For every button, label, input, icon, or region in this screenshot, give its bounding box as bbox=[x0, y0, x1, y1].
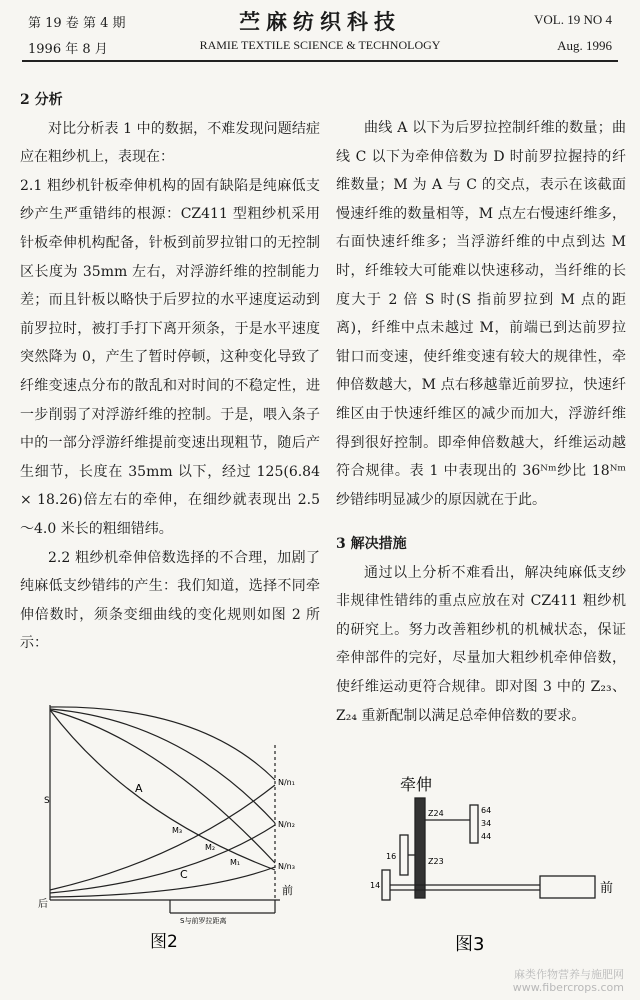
journal-title-cn: 苎麻纺织科技 bbox=[239, 9, 401, 34]
curve-c-label: C bbox=[180, 868, 188, 881]
m2-label: M₂ bbox=[205, 843, 216, 852]
right-column bbox=[336, 114, 626, 514]
gear-64-label: 64 bbox=[481, 806, 492, 815]
gear-14-label: 14 bbox=[370, 881, 381, 890]
date-en: Aug. 1996 bbox=[557, 38, 612, 53]
z24-label: Z24 bbox=[428, 809, 444, 818]
section-3-heading: 3 解决措施 bbox=[336, 536, 407, 552]
gear-16-label: 16 bbox=[386, 852, 397, 861]
volume-en: VOL. 19 NO 4 bbox=[534, 12, 612, 27]
n-top-label: N/n₁ bbox=[278, 778, 295, 787]
figure-2-diagram bbox=[30, 695, 320, 960]
watermark bbox=[513, 968, 624, 994]
watermark-line2: www.fibercrops.com bbox=[512, 981, 624, 994]
m1-label: M₁ bbox=[230, 858, 241, 867]
volume-cn: 第 19 卷 第 4 期 bbox=[28, 16, 126, 31]
date-cn: 1996 年 8 月 bbox=[28, 42, 108, 57]
journal-title-en: RAMIE TEXTILE SCIENCE & TECHNOLOGY bbox=[199, 38, 441, 52]
m3-label: M₃ bbox=[172, 826, 183, 835]
right-column-lower bbox=[336, 530, 626, 730]
gear-44-label: 44 bbox=[481, 832, 492, 841]
journal-header bbox=[0, 0, 640, 66]
back-roller-label: 后 bbox=[38, 899, 48, 910]
paragraph-solution: 通过以上分析不难看出，解决纯麻低支纱非规律性错纬的重点应放在对 CZ411 粗纱机的研究上。努力改善粗纱机的机械状态，保证牵伸部件的完好，尽量加大粗纱机牵伸倍数，使纤维运动更符合规律。即对图 3 中的 Z₂₃、Z₂₄ 重新配制以满足总牵伸倍数的要求。 bbox=[336, 564, 626, 724]
left-column bbox=[20, 86, 320, 658]
front-roller-label: 前 bbox=[282, 884, 293, 897]
figure-2-caption: 图2 bbox=[150, 932, 178, 952]
paragraph-intro: 对比分析表 1 中的数据，不难发现问题结症应在粗纱机上，表现在： bbox=[20, 120, 320, 166]
figure-3-caption: 图3 bbox=[455, 934, 485, 955]
n-mid-label: N/n₂ bbox=[278, 820, 295, 829]
front-label: 前 bbox=[600, 881, 614, 896]
figure-3-diagram bbox=[360, 770, 630, 970]
header-rule bbox=[22, 60, 618, 62]
paragraph-2-1: 2.1 粗纱机针板牵伸机构的固有缺陷是纯麻低支纱产生严重错纬的根源：CZ411 型粗纱机采用针板牵伸机构配备，针板到前罗拉钳口的无控制区长度为 35mm 左右，对浮游纤维的控制能力差；而且针板以略快于后罗拉的水平速度运动到前罗拉时，被打手打下离开须条，于是水平速度突然降为 0，产生了暂时停顿，这种变化导致了纤维变速点分布的散乱和对时间的不稳定性，进一步削弱了对浮游纤维的控制。于是，喂入条子中的一部分浮游纤维提前变速出现粗节，随后产生细节，长度在 35mm 以下，经过 125(6.84 × 18.26)倍左右的牵伸，在细纱就表现出 2.5 ～4.0 米长的粗细错纬。 bbox=[20, 177, 320, 537]
paragraph-curve-explanation: 曲线 A 以下为后罗拉控制纤维的数量；曲线 C 以下为牵伸倍数为 D 时前罗拉握持的纤维数量；M 为 A 与 C 的交点，表示在该截面慢速纤维的数量相等，M 点左右慢速纤维多，右面快速纤维多；当浮游纤维的中点到达 M 时，纤维较大可能难以快速移动，当纤维的长度大于 2 倍 S 时(S 指前罗拉到 M 点的距离)，纤维中点未越过 M，前端已到达前罗拉钳口而变速，使纤维变速有较大的规律性，牵伸倍数越大，M 点右移越靠近前罗拉，快速纤维区由于快速纤维区的减少而加大，浮游纤维得到很好控制。即牵伸倍数越大，纤维运动越符合规律。表 1 中表现出的 36ᴺᵐ纱比 18ᴺᵐ纱错纬明显减少的原因就在于此。 bbox=[336, 120, 626, 508]
paragraph-2-2: 2.2 粗纱机牵伸倍数选择的不合理，加剧了纯麻低支纱错纬的产生：我们知道，选择不同牵伸倍数时，须条变细曲线的变化规则如图 2 所示： bbox=[20, 549, 320, 652]
curve-a-label: A bbox=[135, 782, 143, 795]
section-2-heading: 2 分析 bbox=[20, 92, 63, 108]
watermark-line1: 麻类作物营养与施肥网 bbox=[514, 968, 624, 981]
bottom-label: S与前罗拉距离 bbox=[180, 917, 227, 925]
s-axis-label: S bbox=[44, 796, 50, 806]
n-bot-label: N/n₃ bbox=[278, 862, 295, 871]
drafting-title: 牵伸 bbox=[400, 775, 433, 794]
z23-label: Z23 bbox=[428, 857, 444, 866]
gear-34-label: 34 bbox=[481, 819, 492, 828]
